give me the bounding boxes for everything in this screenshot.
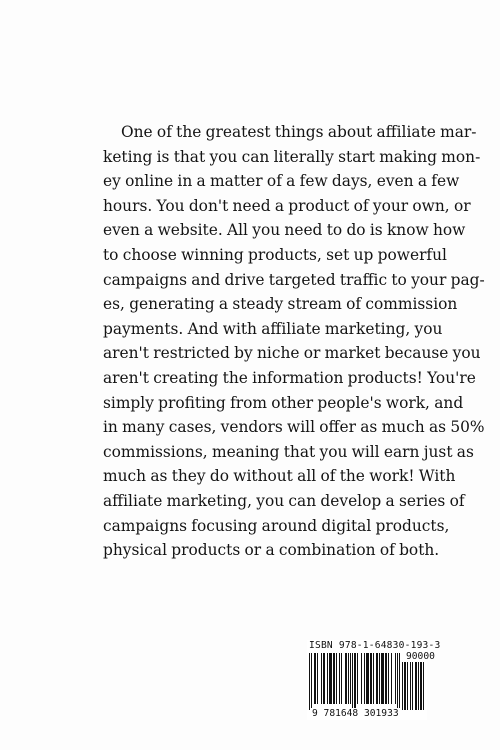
blurb-line: much as they do without all of the work! With <box>103 467 456 486</box>
blurb-line: keting is that you can literally start making mon- <box>103 147 481 166</box>
blurb-line: campaigns and drive targeted traffic to your pag- <box>103 270 485 289</box>
blurb-line: commissions, meaning that you will earn just as <box>103 442 474 461</box>
blurb-line: to choose winning products, set up powerful <box>103 245 447 264</box>
isbn-label: ISBN 978-1-64830-193-3 <box>309 640 441 651</box>
barcode-addon-bars <box>402 662 425 710</box>
blurb-line: ey online in a matter of a few days, even a few <box>103 172 460 191</box>
blurb-line: aren't creating the information products! You're <box>103 368 476 387</box>
blurb-line: payments. And with affiliate marketing, you <box>103 319 443 338</box>
blurb-line: aren't restricted by niche or market because you <box>103 344 481 363</box>
blurb-line: physical products or a combination of both. <box>103 541 440 560</box>
blurb-line: affiliate marketing, you can develop a series of <box>103 491 465 510</box>
blurb-line: campaigns focusing around digital products, <box>103 516 450 535</box>
blurb-line: even a website. All you need to do is know how <box>103 221 466 240</box>
back-cover-blurb <box>103 120 485 563</box>
blurb-line: hours. You don't need a product of your own, or <box>103 196 471 215</box>
barcode-bars <box>309 653 400 710</box>
blurb-line: One of the greatest things about affiliate mar- <box>121 123 477 141</box>
blurb-line: in many cases, vendors will offer as much as 50% <box>103 418 485 437</box>
blurb-line: es, generating a steady stream of commission <box>103 295 458 314</box>
isbn-barcode <box>307 640 441 720</box>
barcode-digits: 9 781648 301933 <box>312 708 399 719</box>
price-code: 90000 <box>406 651 435 662</box>
blurb-line: simply profiting from other people's work, and <box>103 393 464 412</box>
